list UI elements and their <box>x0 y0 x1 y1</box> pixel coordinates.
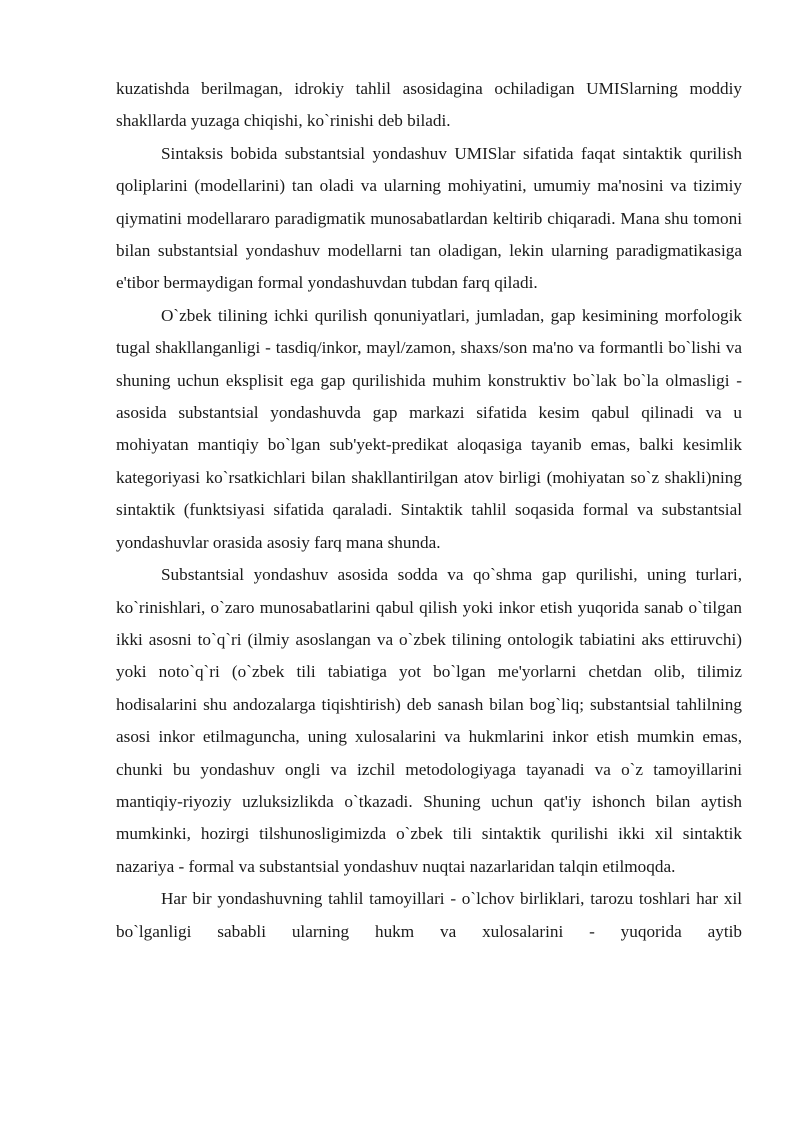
paragraph-sentence-structure: Substantsial yondashuv asosida sodda va qo`shma gap qurilishi, uning turlari, ko`rinishlari, o`zaro munosabatlarini qabul qilish yoki inkor etish yuqorida sanab o`tilgan ikki asosni to`q`ri (ilmiy asoslangan va o`zbek tilining ontologik tabiatini aks ettiruvchi) yoki noto`q`ri (o`zbek tili tabiatiga yot bo`lgan me'yorlarni chetdan olib, tilimiz hodisalarini shu andozalarga tiqishtirish) deb sanash bilan bog`liq; substantsial tahlilning asosi inkor etilmaguncha, uning xulosalarini va hukmlarini inkor etish mumkin emas, chunki bu yondashuv ongli va izchil metodologiyaga tayanadi va o`z tamoyillarini mantiqiy-riyoziy uzluksizlikda o`tkazadi. Shuning uchun qat'iy ishonch bilan aytish mumkinki, hozirgi tilshunosligimizda o`zbek tili sintaktik qurilishi ikki xil sintaktik nazariya - formal va substantsial yondashuv nuqtai nazarlaridan talqin etilmoqda. <box>116 565 742 876</box>
paragraph-analysis-principles: Har bir yondashuvning tahlil tamoyillari - o`lchov birliklari, tarozu toshlari har xil bo`lganligi sababli ularning hukm va xulosalarini - yuqorida aytib <box>116 889 742 941</box>
paragraph-uzbek-grammar: O`zbek tilining ichki qurilish qonuniyatlari, jumladan, gap kesimining morfologik tugal shakllanganligi - tasdiq/inkor, mayl/zamon, shaxs/son ma'no va formantli bo`lishi va shuning uchun eksplisit ega gap qurilishida muhim konstruktiv bo`lak bo`la olmasligi - asosida substantsial yondashuvda gap markazi sifatida kesim qabul qilinadi va u mohiyatan mantiqiy bo`lgan sub'yekt-predikat aloqasiga tayanib emas, balki kesimlik kategoriyasi ko`rsatkichlari bilan shakllantirilgan atov birligi (mohiyatan so`z shakli)ning sintaktik (funktsiyasi sifatida qaraladi. Sintaktik tahlil soqasida formal va substantsial yondashuvlar orasida asosiy farq mana shunda. <box>116 305 742 552</box>
paragraph-continuation: kuzatishda berilmagan, idrokiy tahlil asosidagina ochiladigan UMISlarning moddiy shakllarda yuzaga chiqishi, ko`rinishi deb biladi. <box>116 79 742 131</box>
paragraph-substantial-approach: Sintaksis bobida substantsial yondashuv UMISlar sifatida faqat sintaktik qurilish qoliplarini (modellarini) tan oladi va ularning mohiyatini, umumiy ma'nosini va tizimiy qiymatini modellararo paradigmatik munosabatlardan keltirib chiqaradi. Mana shu tomoni bilan substantsial yondashuv modellarni tan oladigan, lekin ularning paradigmatikasiga e'tibor bermaydigan formal yondashuvdan tubdan farq qiladi. <box>116 143 742 293</box>
document-body <box>116 73 742 948</box>
